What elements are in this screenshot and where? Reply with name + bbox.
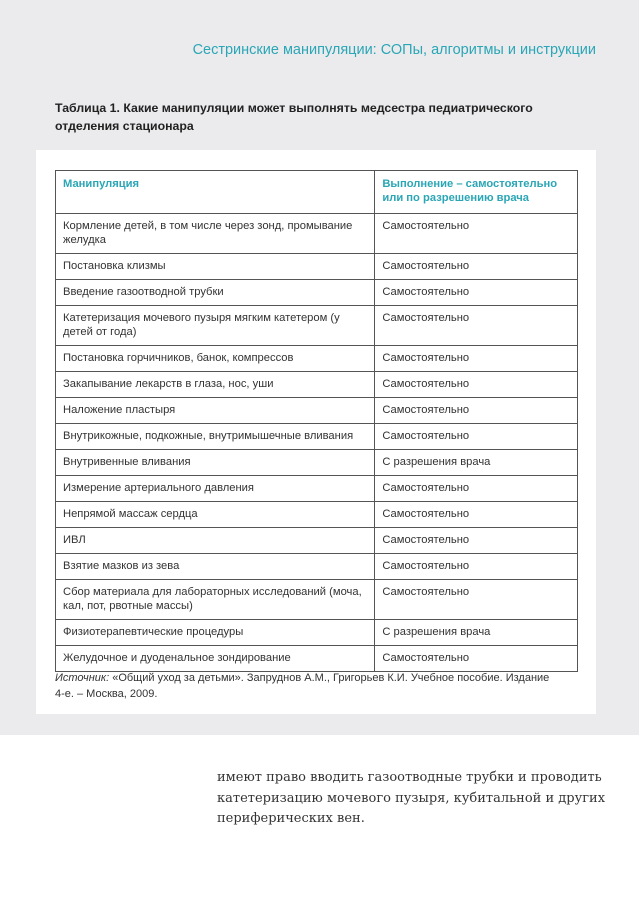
execution-cell: Самостоятельно — [375, 306, 578, 346]
table-row — [56, 646, 578, 672]
table-row — [56, 214, 578, 254]
execution-cell: Самостоятельно — [375, 502, 578, 528]
manipulation-cell: Катетеризация мочевого пузыря мягким катетером (у детей от года) — [56, 306, 375, 346]
table-panel — [36, 150, 596, 714]
execution-cell: Самостоятельно — [375, 280, 578, 306]
table-row — [56, 476, 578, 502]
execution-cell: Самостоятельно — [375, 372, 578, 398]
table-row — [56, 280, 578, 306]
execution-cell: С разрешения врача — [375, 450, 578, 476]
execution-cell: С разрешения врача — [375, 620, 578, 646]
manipulation-cell: Физиотерапевтические процедуры — [56, 620, 375, 646]
execution-cell: Самостоятельно — [375, 398, 578, 424]
table-row — [56, 450, 578, 476]
manipulation-cell: Непрямой массаж сердца — [56, 502, 375, 528]
manipulation-cell: Наложение пластыря — [56, 398, 375, 424]
execution-cell: Самостоятельно — [375, 424, 578, 450]
source-text: «Общий уход за детьми». Запруднов А.М., Григорьев К.И. Учебное пособие. Издание 4-е. – Москва, 2009. — [55, 672, 550, 700]
table-header-row — [56, 171, 578, 214]
execution-cell: Самостоятельно — [375, 254, 578, 280]
source-label: Источник: — [55, 672, 110, 684]
manipulation-cell: Желудочное и дуоденальное зондирование — [56, 646, 375, 672]
table-row — [56, 254, 578, 280]
manipulation-cell: Измерение артериального давления — [56, 476, 375, 502]
execution-cell: Самостоятельно — [375, 580, 578, 620]
table-caption: Таблица 1. Какие манипуляции может выполнять медсестра педиатрического отделения стационара — [55, 101, 533, 133]
manipulation-cell: Взятие мазков из зева — [56, 554, 375, 580]
execution-cell: Самостоятельно — [375, 214, 578, 254]
table-row — [56, 306, 578, 346]
manipulation-cell: Постановка горчичников, банок, компрессов — [56, 346, 375, 372]
manipulation-cell: Введение газоотводной трубки — [56, 280, 375, 306]
table-row — [56, 424, 578, 450]
table-row — [56, 528, 578, 554]
table-row — [56, 346, 578, 372]
column-header-execution: Выполнение – самостоятельно или по разрешению врача — [375, 171, 578, 214]
execution-cell: Самостоятельно — [375, 528, 578, 554]
manipulation-cell: Внутрикожные, подкожные, внутримышечные вливания — [56, 424, 375, 450]
manipulation-cell: ИВЛ — [56, 528, 375, 554]
execution-cell: Самостоятельно — [375, 554, 578, 580]
execution-cell: Самостоятельно — [375, 346, 578, 372]
execution-cell: Самостоятельно — [375, 646, 578, 672]
running-header-title: Сестринские манипуляции: СОПы, алгоритмы и инструкции — [192, 42, 596, 58]
table-row — [56, 620, 578, 646]
table-body — [56, 214, 578, 672]
table-row — [56, 554, 578, 580]
manipulation-cell: Кормление детей, в том числе через зонд, промывание желудка — [56, 214, 375, 254]
table-row — [56, 502, 578, 528]
execution-cell: Самостоятельно — [375, 476, 578, 502]
table-row — [56, 372, 578, 398]
column-header-manipulation: Манипуляция — [56, 171, 375, 214]
manipulations-table — [55, 170, 578, 672]
manipulation-cell: Постановка клизмы — [56, 254, 375, 280]
table-row — [56, 580, 578, 620]
table-row — [56, 398, 578, 424]
manipulation-cell: Сбор материала для лабораторных исследований (моча, кал, пот, рвотные массы) — [56, 580, 375, 620]
body-paragraph: имеют право вводить газоотводные трубки и проводить катетеризацию мочевого пузыря, кубитальной и других периферических вен. — [217, 770, 606, 826]
manipulation-cell: Внутривенные вливания — [56, 450, 375, 476]
table-source-note — [55, 671, 555, 702]
manipulation-cell: Закапывание лекарств в глаза, нос, уши — [56, 372, 375, 398]
